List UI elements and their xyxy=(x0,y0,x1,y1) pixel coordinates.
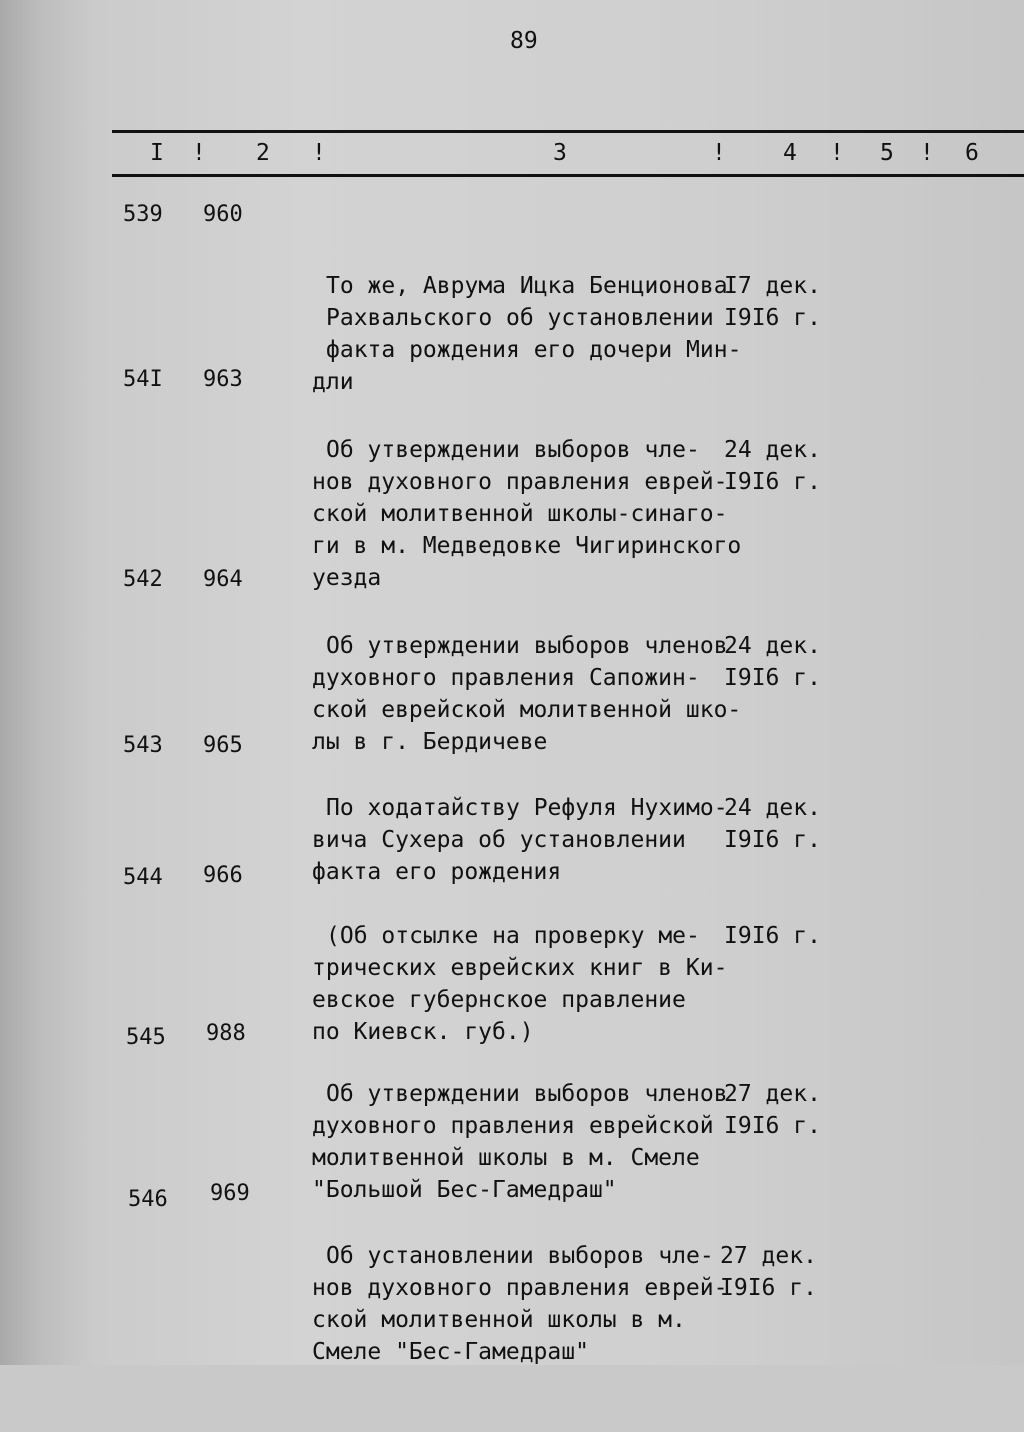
col-head-sep: ! xyxy=(920,140,934,166)
row-number: 539 xyxy=(123,202,163,227)
case-number: 964 xyxy=(203,567,243,592)
col-head-4: 4 xyxy=(783,140,797,166)
col-head-1: I xyxy=(150,140,164,166)
page-number: 89 xyxy=(510,28,538,54)
header-rule-bottom xyxy=(112,174,1024,177)
row-number: 543 xyxy=(123,733,163,758)
header-rule-top xyxy=(112,130,1024,133)
row-number: 545 xyxy=(126,1025,166,1050)
row-number: 546 xyxy=(128,1187,168,1212)
row-date: I9I6 г. xyxy=(724,923,821,949)
row-description: Об установлении выборов чле- нов духовного правления еврей- ской молитвенной школы в м. Смеле "Бес-Гамедраш" xyxy=(312,1243,728,1365)
row-date: 27 дек. I9I6 г. xyxy=(724,1081,821,1139)
row-number: 542 xyxy=(123,567,163,592)
col-head-3: 3 xyxy=(553,140,567,166)
row-description: Об утверждении выборов членов духовного правления еврейской молитвенной школы в м. Смеле "Большой Бес-Гамедраш" xyxy=(312,1081,728,1203)
row-date: 24 дек. I9I6 г. xyxy=(724,795,821,853)
row-description: Об утверждении выборов чле- нов духовного правления еврей- ской молитвенной школы-синаго- ги в м. Медведовке Чигиринского уезда xyxy=(312,437,742,591)
case-number: 965 xyxy=(203,733,243,758)
case-number: 963 xyxy=(203,367,243,392)
row-date: I7 дек. I9I6 г. xyxy=(724,273,821,331)
row-number: 544 xyxy=(123,865,163,890)
row-description: То же, Аврума Ицка Бенционова Рахвальского об установлении факта рождения его дочери Мин- дли xyxy=(312,273,742,395)
case-number: 966 xyxy=(203,863,243,888)
col-head-sep: ! xyxy=(712,140,726,166)
col-head-sep: ! xyxy=(312,140,326,166)
case-number: 969 xyxy=(210,1181,250,1206)
row-date: 24 дек. I9I6 г. xyxy=(724,437,821,495)
row-description: (Об отсылке на проверку ме- трических еврейских книг в Ки- евское губернское правление по Киевск. губ.) xyxy=(312,923,728,1045)
row-date: 24 дек. I9I6 г. xyxy=(724,633,821,691)
row-number: 54I xyxy=(123,367,163,392)
row-description: Об утверждении выборов членов духовного правления Сапожин- ской еврейской молитвенной шко- лы в г. Бердичеве xyxy=(312,633,742,755)
col-head-5: 5 xyxy=(880,140,894,166)
col-head-sep: ! xyxy=(192,140,206,166)
row-description: По ходатайству Рефуля Нухимо- вича Сухера об установлении факта его рождения xyxy=(312,795,728,885)
case-number: 988 xyxy=(206,1021,246,1046)
case-number: 960 xyxy=(203,202,243,227)
col-head-6: 6 xyxy=(965,140,979,166)
col-head-2: 2 xyxy=(256,140,270,166)
col-head-sep: ! xyxy=(830,140,844,166)
row-date: 27 дек. I9I6 г. xyxy=(720,1243,817,1301)
